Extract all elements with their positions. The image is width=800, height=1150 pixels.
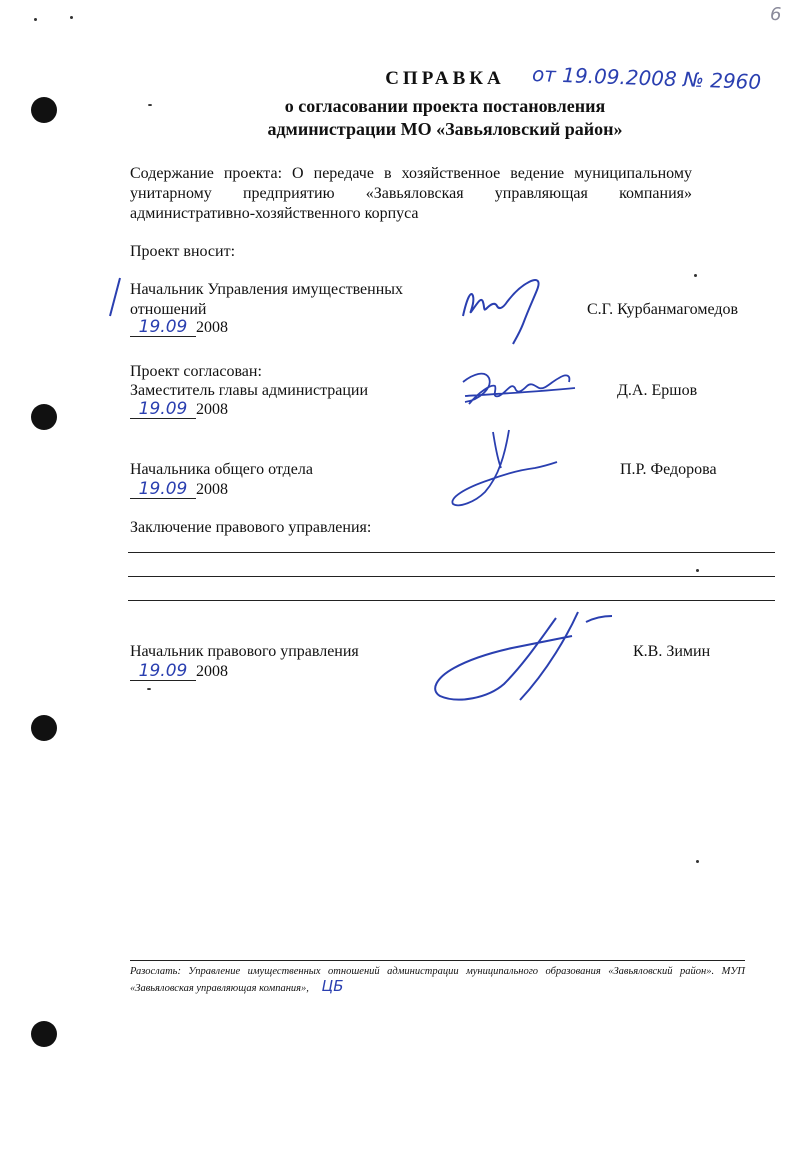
signatory-1-name: С.Г. Курбанмагомедов [587,301,739,318]
signatory-3-year: 2008 [196,481,228,498]
signatory-3-position: Начальника общего отдела [130,461,313,478]
signatory-4-position: Начальник правового управления [130,643,359,660]
scan-speck [696,860,699,863]
signatory-1-year: 2008 [196,319,228,336]
conclusion-line [128,576,775,577]
project-content: Содержание проекта: О передаче в хозяйственное ведение муниципальному унитарному предприятию «Завьяловская управляющая компания» административно-хозяйственного корпуса [130,165,692,222]
signatory-2-date-hand: 19.09 [130,401,196,419]
signatory-2-position: Заместитель главы администрации [130,382,369,399]
signatory-3-name: П.Р. Федорова [620,461,717,478]
scan-speck [694,274,697,277]
distribution-handwritten: ЦБ [321,977,344,995]
handwritten-registration: от 19.09.2008 № 2960 [531,62,762,94]
signatory-1-position-line2: отношений [130,301,207,318]
introduced-by-label: Проект вносит: [130,243,236,260]
conclusion-line [128,552,775,553]
document-subtitle-line2: администрации МО «Завьяловский район» [267,119,623,139]
signatory-3-date-hand: 19.09 [130,481,196,499]
signatory-1-date [130,318,228,338]
signatory-4-date [130,662,228,682]
scan-speck [70,16,73,19]
distribution-list [130,964,745,996]
signature-4 [428,604,618,708]
signature-1 [455,268,555,348]
document-title: СПРАВКА [385,68,505,89]
signatory-1-date-hand: 19.09 [130,319,196,337]
signatory-2-year: 2008 [196,401,228,418]
margin-mark [100,276,130,320]
document-subtitle-line1: о согласовании проекта постановления [284,96,606,116]
binder-hole [31,404,57,430]
scan-speck [147,688,151,690]
conclusion-line [128,600,775,601]
signatory-1-position-line1: Начальник Управления имущественных [130,281,404,298]
signature-2 [455,352,580,412]
binder-hole [31,1021,57,1047]
page-number: 6 [770,4,782,25]
scan-speck [696,569,699,572]
signatory-4-year: 2008 [196,663,228,680]
scan-speck [34,18,37,21]
legal-conclusion-label: Заключение правового управления: [130,519,372,536]
agreed-label: Проект согласован: [130,363,262,380]
signatory-2-name: Д.А. Ершов [617,382,698,399]
binder-hole [31,715,57,741]
footer-rule [130,960,745,961]
distribution-text: Разослать: Управление имущественных отношений администрации муниципального образования «Завьяловский район». МУП «Завьяловская управляющая компания», [130,966,745,994]
signatory-4-name: К.В. Зимин [633,643,711,660]
signatory-4-date-hand: 19.09 [130,663,196,681]
signatory-2-date [130,400,228,420]
signature-3 [445,424,565,514]
signatory-3-date [130,480,228,500]
